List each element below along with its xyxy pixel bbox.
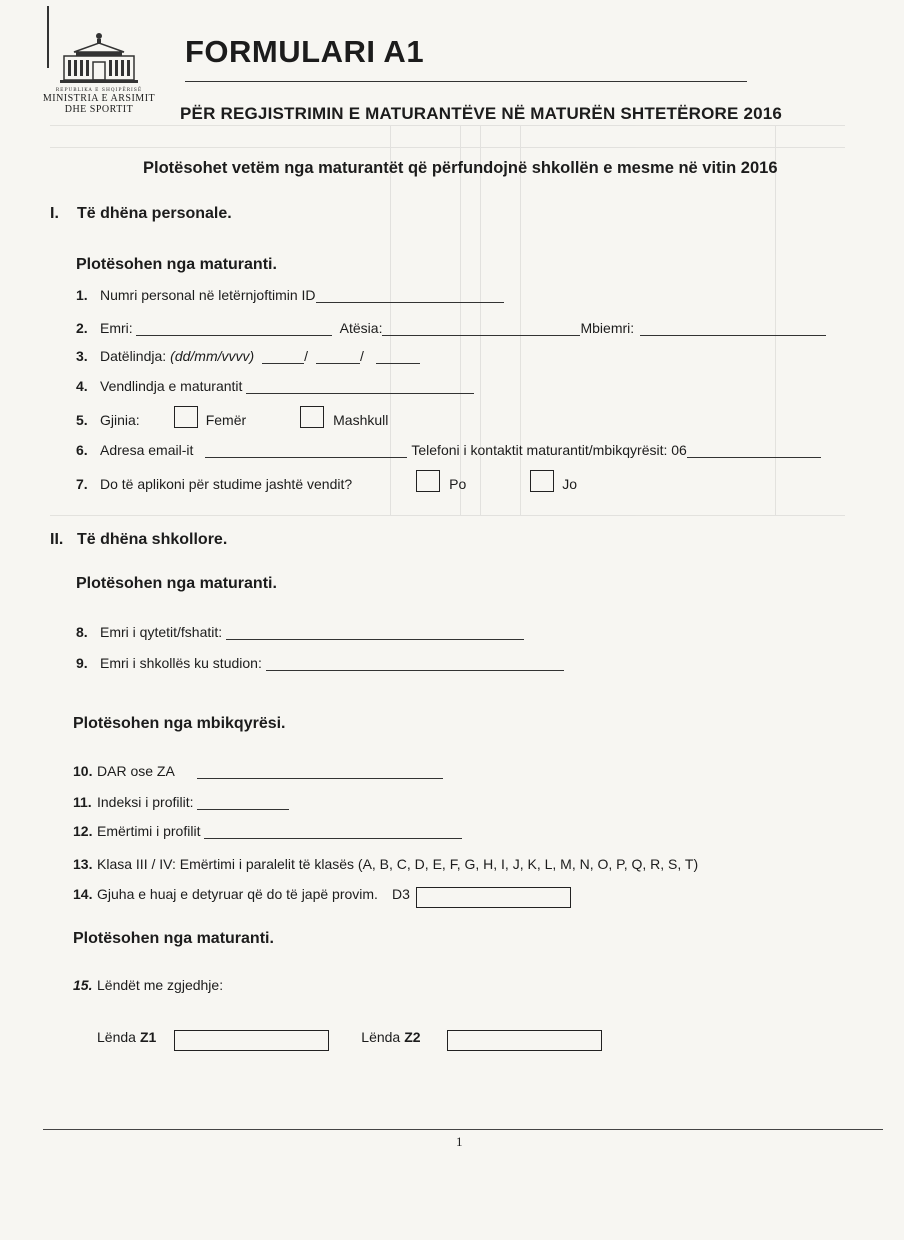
field-number: 15. [73, 977, 93, 993]
section-personal-heading [50, 205, 232, 223]
profile-index-input[interactable] [197, 795, 289, 810]
field-6-row [76, 442, 821, 458]
section-number: I. [50, 205, 59, 222]
id-number-label: Numri personal në letërnjoftimin ID [100, 287, 316, 303]
study-abroad-no-checkbox[interactable] [530, 470, 554, 492]
dar-za-input[interactable] [197, 764, 443, 779]
first-name-label: Emri: [100, 320, 133, 336]
field-4-row [76, 378, 474, 394]
phone-input[interactable] [687, 443, 821, 458]
class-parallel-label: Klasa III / IV: Emërtimi i paralelit të klasës (A, B, C, D, E, F, G, H, I, J, K, L, M, N, O, P, Q, R, S, T) [97, 856, 699, 872]
field-8-row [76, 624, 524, 640]
birth-month-input[interactable] [316, 349, 360, 364]
footer-rule [43, 1129, 883, 1130]
city-input[interactable] [226, 625, 524, 640]
logo-ministry-line1: MINISTRIA E ARSIMIT [42, 93, 156, 104]
school-name-input[interactable] [266, 656, 564, 671]
fill-by-student-label: Plotësohen nga maturanti. [73, 930, 274, 947]
foreign-language-input[interactable] [416, 887, 571, 908]
field-number: 5. [76, 412, 88, 428]
fill-by-student-label: Plotësohen nga maturanti. [76, 575, 277, 592]
field-number: 2. [76, 320, 88, 336]
field-number: 6. [76, 442, 88, 458]
date-separator: / [360, 348, 364, 364]
elective-2-code: Z2 [404, 1029, 421, 1045]
electives-label: Lëndët me zgjedhje: [97, 977, 224, 993]
field-7-row [76, 470, 577, 492]
field-2-row [76, 320, 826, 336]
section-number: II. [50, 531, 64, 548]
gender-male-label: Mashkull [333, 412, 389, 428]
birth-year-input[interactable] [376, 349, 420, 364]
email-label: Adresa email-it [100, 442, 194, 458]
study-abroad-label: Do të aplikoni për studime jashtë vendit? [100, 476, 353, 492]
study-abroad-no-label: Jo [562, 476, 578, 492]
elective-2-label: Lënda [361, 1029, 401, 1045]
birth-day-input[interactable] [262, 349, 304, 364]
ministry-logo [38, 30, 160, 115]
field-number: 13. [73, 856, 93, 872]
field-9-row [76, 655, 564, 671]
ministry-building-icon [54, 30, 144, 86]
profile-name-label: Emërtimi i profilit [97, 823, 201, 839]
gender-female-label: Femër [205, 412, 247, 428]
foreign-language-label: Gjuha e huaj e detyruar që do të japë provim. [97, 886, 378, 902]
field-14-row [73, 886, 571, 902]
gender-female-checkbox[interactable] [174, 406, 198, 428]
field-number: 9. [76, 655, 88, 671]
form-subtitle: PËR REGJISTRIMIN E MATURANTËVE NË MATURËN SHTETËRORE 2016 [180, 104, 783, 123]
elective-1-code: Z1 [139, 1029, 157, 1045]
profile-name-input[interactable] [204, 824, 462, 839]
first-name-input[interactable] [136, 321, 332, 336]
field-number: 14. [73, 886, 93, 902]
field-12-row [73, 823, 462, 839]
elective-2-input[interactable] [447, 1030, 602, 1051]
id-number-input[interactable] [316, 288, 504, 303]
school-name-label: Emri i shkollës ku studion: [100, 655, 262, 671]
study-abroad-yes-checkbox[interactable] [416, 470, 440, 492]
gender-label: Gjinia: [100, 412, 140, 428]
birthplace-label: Vendlindja e maturantit [100, 378, 243, 394]
foreign-language-code: D3 [391, 886, 410, 902]
birthplace-input[interactable] [246, 379, 474, 394]
gender-male-checkbox[interactable] [300, 406, 324, 428]
field-number: 1. [76, 287, 88, 303]
field-number: 11. [73, 794, 92, 810]
field-number: 3. [76, 348, 88, 364]
surname-input[interactable] [640, 321, 826, 336]
surname-label: Mbiemri: [580, 320, 635, 336]
title-underline [185, 81, 747, 82]
city-label: Emri i qytetit/fshatit: [100, 624, 223, 640]
section-title: Të dhëna shkollore. [77, 531, 228, 548]
study-abroad-yes-label: Po [449, 476, 467, 492]
field-3-row [76, 348, 420, 364]
phone-label: Telefoni i kontaktit maturantit/mbikqyrësit: 06 [411, 442, 687, 458]
elective-row [97, 1029, 602, 1045]
field-10-row [73, 763, 443, 779]
dar-za-label: DAR ose ZA [97, 763, 175, 779]
profile-index-label: Indeksi i profilit: [97, 794, 194, 810]
fill-by-supervisor-label: Plotësohen nga mbikqyrësi. [73, 715, 286, 732]
father-name-input[interactable] [382, 321, 580, 336]
field-11-row [73, 794, 289, 810]
elective-1-label: Lënda [97, 1029, 136, 1045]
field-number: 4. [76, 378, 88, 394]
birthdate-format-hint: (dd/mm/vvvv) [170, 348, 255, 364]
form-title: FORMULARI A1 [185, 34, 425, 69]
field-13-row [73, 856, 698, 872]
field-5-row [76, 406, 388, 428]
section-school-heading [50, 531, 227, 549]
email-input[interactable] [205, 443, 407, 458]
eligibility-notice: Plotësohet vetëm nga maturantët që përfundojnë shkollën e mesme në vitin 2016 [143, 159, 778, 177]
field-number: 12. [73, 823, 93, 839]
field-number: 8. [76, 624, 88, 640]
field-15-row [73, 977, 223, 993]
section-title: Të dhëna personale. [77, 205, 232, 222]
date-separator: / [304, 348, 309, 364]
fill-by-student-label: Plotësohen nga maturanti. [76, 256, 277, 273]
birthdate-label: Datëlindja: [100, 348, 167, 364]
father-name-label: Atësia: [339, 320, 383, 336]
field-1-row [76, 287, 504, 303]
field-number: 7. [76, 476, 88, 492]
logo-republic-text: REPUBLIKA E SHQIPËRISË [55, 88, 143, 93]
page-number: 1 [456, 1134, 463, 1149]
elective-1-input[interactable] [174, 1030, 329, 1051]
field-number: 10. [73, 763, 93, 779]
logo-ministry-line2: DHE SPORTIT [64, 104, 134, 115]
